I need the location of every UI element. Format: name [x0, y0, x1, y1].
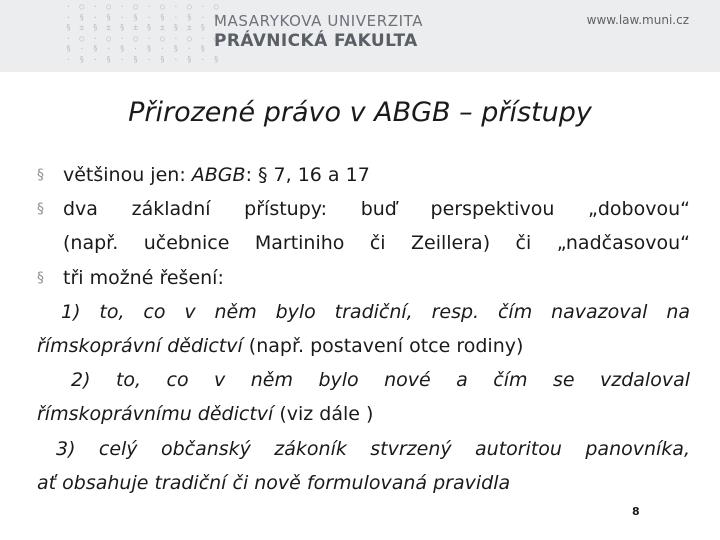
bullet-2-line-2: (např. učebnice Martiniho či Zeillera) či „nadčasovou“ — [63, 232, 690, 255]
slide-title: Přirozené právo v ABGB – přístupy — [128, 97, 592, 128]
bullet-2-line-1: dva základní přístupy: buď perspektivou „dobovou“ — [63, 198, 690, 221]
bullet-3-text: tři možné řešení: — [63, 266, 224, 289]
solution-1-italic: římskoprávní dědictví — [37, 335, 243, 358]
solution-1-line-2 — [37, 329, 690, 363]
bullet-item-1 — [37, 158, 690, 192]
solution-2-line-2 — [37, 397, 690, 431]
solution-1-line-1: 1) to, co v něm bylo tradiční, resp. čím navazoval na — [61, 300, 690, 323]
bullet-1-suffix: : § 7, 16 a 17 — [245, 164, 370, 186]
header-band — [0, 0, 720, 72]
bullet-1-prefix: většinou jen: — [63, 164, 192, 186]
solution-2-line-1: 2) to, co v něm bylo nové a čím se vzdaloval — [71, 369, 690, 392]
page-number: 8 — [632, 505, 640, 518]
solution-1-rest: (např. postavení otce rodiny) — [242, 335, 524, 358]
bullet-marker: § — [37, 201, 44, 218]
bullet-item-2 — [37, 192, 690, 226]
faculty-name: PRÁVNICKÁ FAKULTA — [214, 31, 418, 51]
university-name: MASARYKOVA UNIVERZITA — [214, 12, 424, 30]
slide-content — [37, 158, 690, 500]
solution-3-line-1: 3) celý občanský zákoník stvrzený autoritou panovníka, — [56, 437, 690, 460]
bullet-1-abgb: ABGB — [191, 164, 246, 186]
solution-3-line-2: ať obsahuje tradiční či nově formulovaná pravidla — [37, 471, 511, 494]
website-link[interactable]: www.law.muni.cz — [586, 13, 689, 27]
solution-2-italic: římskoprávnímu dědictví — [37, 403, 274, 426]
bullet-marker: § — [37, 269, 44, 286]
solution-2-rest: (viz dále ) — [273, 403, 374, 426]
university-logo-pattern: · ○ · ○ · ○ · ○ · ○ · ○ · § · § · § · § · § · § § ± § ± § ± § ± § ± § · ○ · ○ · ○ · ○ · ○ · ○ § · § · § · § · § · § · § · § · § · § · § · § — [66, 2, 221, 64]
bullet-marker: § — [37, 167, 44, 183]
bullet-item-3 — [37, 261, 690, 295]
